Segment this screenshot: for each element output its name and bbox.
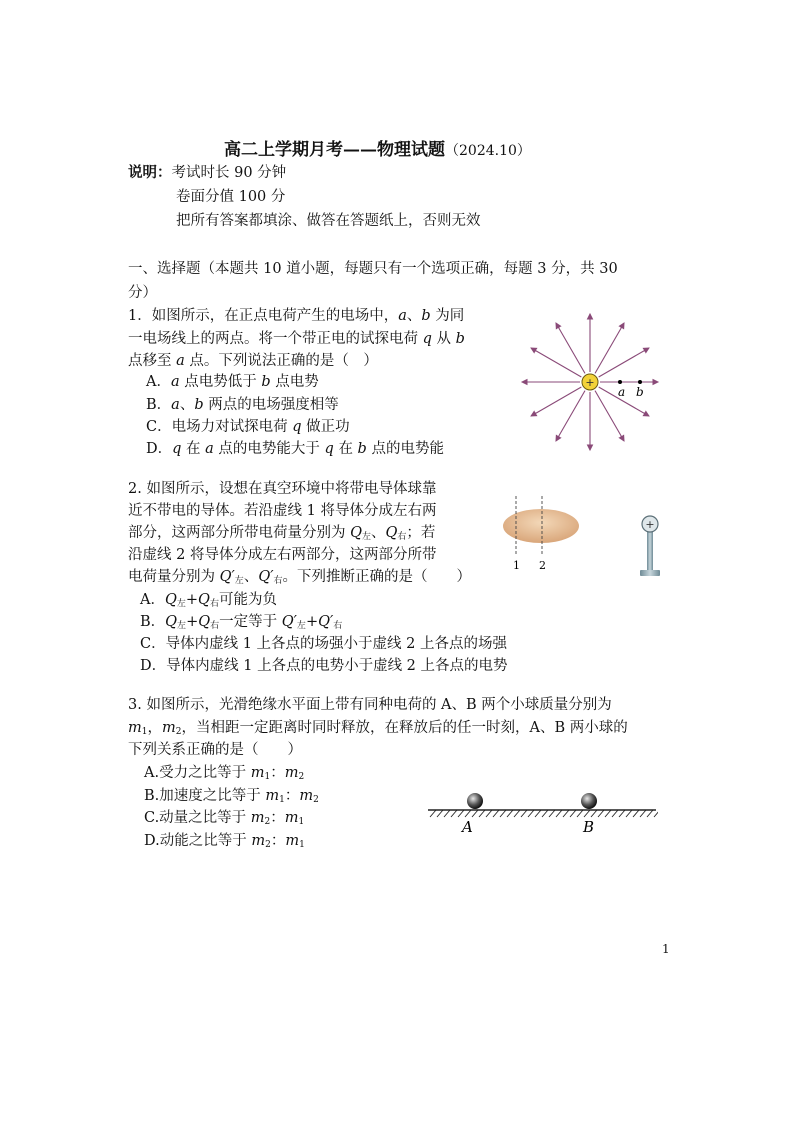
surface-hatch xyxy=(430,810,436,817)
q3-stem-line2: $m_1$，$m_2$，当相距一定距离时同时释放，在释放后的任一时刻，A、B 两小球的 xyxy=(128,720,628,737)
note-item: 考试时长 90 分钟 xyxy=(171,165,287,181)
note-item: 卷面分值 100 分 xyxy=(176,189,286,205)
surface-hatch xyxy=(654,810,658,817)
surface-hatch xyxy=(486,810,492,817)
section-heading: 一、选择题（本题共 10 道小题，每题只有一个选项正确，每题 3 分，共 30 xyxy=(128,261,618,277)
q2-stem-line5: 电荷量分别为 $Q'_左$、$Q'_右$。下列推断正确的是（ ） xyxy=(128,569,472,586)
q3-stem-line3: 下列关系正确的是（ ） xyxy=(128,742,302,758)
line-2-label: 2 xyxy=(539,559,546,572)
svg-text:+: + xyxy=(585,376,595,389)
line-1-label: 1 xyxy=(513,559,520,572)
q1-option-b[interactable]: B．a、b 两点的电场强度相等 xyxy=(146,397,339,413)
ball-b xyxy=(581,793,597,809)
label-ball-a: A xyxy=(462,818,473,836)
surface-hatch xyxy=(556,810,562,817)
surface-hatch xyxy=(584,810,590,817)
surface-hatch xyxy=(549,810,555,817)
title-date: （2024.10） xyxy=(445,143,531,159)
q2-option-c[interactable]: C．导体内虚线 1 上各点的场强小于虚线 2 上各点的场强 xyxy=(140,636,507,652)
field-line xyxy=(556,391,585,441)
surface-hatch xyxy=(563,810,569,817)
q1-option-a[interactable]: A．a 点电势低于 b 点电势 xyxy=(146,374,319,390)
q2-option-b[interactable]: B．$Q_左+Q_右$一定等于 $Q'_左+Q'_右$ xyxy=(140,614,343,631)
q1-option-d[interactable]: D．q 在 a 点的电势能大于 q 在 b 点的电势能 xyxy=(146,441,444,457)
stand-base xyxy=(640,570,660,576)
note-item: 把所有答案都填涂、做答在答题纸上，否则无效 xyxy=(176,213,481,229)
q3-option-d[interactable]: D.动能之比等于 $m_2$：$m_1$ xyxy=(144,833,305,850)
surface-hatch xyxy=(493,810,499,817)
surface-hatch xyxy=(472,810,478,817)
surface-hatch xyxy=(591,810,597,817)
surface-hatch xyxy=(598,810,604,817)
q1-stem-line2: 一电场线上的两点。将一个带正电的试探电荷 q 从 b xyxy=(128,331,465,347)
surface-hatch xyxy=(619,810,625,817)
page-number: 1 xyxy=(662,942,670,956)
surface-hatch xyxy=(626,810,632,817)
surface-hatch xyxy=(437,810,443,817)
surface-hatch xyxy=(577,810,583,817)
field-line xyxy=(599,348,649,377)
surface-hatch xyxy=(479,810,485,817)
q1-field-figure xyxy=(514,310,668,460)
field-line xyxy=(531,387,581,416)
label-b: b xyxy=(636,385,644,399)
q1-stem-line3: 点移至 a 点。下列说法正确的是（ ） xyxy=(128,353,378,369)
surface-hatch xyxy=(605,810,611,817)
ball-a xyxy=(467,793,483,809)
page-title xyxy=(224,135,531,160)
q1-option-c[interactable]: C．电场力对试探电荷 q 做正功 xyxy=(146,419,350,435)
surface-hatch xyxy=(451,810,457,817)
q3-balls-figure xyxy=(426,788,658,836)
surface-hatch xyxy=(458,810,464,817)
surface-hatch xyxy=(500,810,506,817)
surface-hatch xyxy=(535,810,541,817)
surface-hatch xyxy=(612,810,618,817)
surface-hatch xyxy=(570,810,576,817)
point-a xyxy=(618,380,622,384)
field-line xyxy=(595,323,624,373)
uncharged-conductor xyxy=(503,509,579,543)
surface-hatch xyxy=(465,810,471,817)
q2-stem-line3: 部分，这两部分所带电荷量分别为 $Q_左$、$Q_右$；若 xyxy=(128,525,436,542)
surface-hatch xyxy=(521,810,527,817)
surface-hatch xyxy=(633,810,639,817)
svg-text:+: + xyxy=(645,518,655,531)
surface-hatch xyxy=(507,810,513,817)
q2-stem-line2: 近不带电的导体。若沿虚线 1 将导体分成左右两 xyxy=(128,503,437,519)
surface-hatch xyxy=(647,810,653,817)
q1-stem-line1: 1．如图所示，在正点电荷产生的电场中，a、b 为同 xyxy=(128,308,465,324)
title-text: 高二上学期月考——物理试题 xyxy=(224,140,445,160)
point-b xyxy=(638,380,642,384)
surface-hatch xyxy=(640,810,646,817)
surface-hatch xyxy=(514,810,520,817)
notes-block xyxy=(128,162,286,184)
q2-stem-line1: 2. 如图所示，设想在真空环境中将带电导体球靠 xyxy=(128,481,437,497)
surface-hatch xyxy=(528,810,534,817)
surface-hatch xyxy=(542,810,548,817)
q2-option-d[interactable]: D．导体内虚线 1 上各点的电势小于虚线 2 上各点的电势 xyxy=(140,658,508,674)
q3-option-b[interactable]: B.加速度之比等于 $m_1$：$m_2$ xyxy=(144,788,319,805)
section-heading-cont: 分） xyxy=(128,285,157,301)
label-a: a xyxy=(618,385,626,399)
label-ball-b: B xyxy=(583,818,595,836)
surface-hatch xyxy=(444,810,450,817)
q3-option-a[interactable]: A.受力之比等于 $m_1$：$m_2$ xyxy=(144,765,305,782)
q3-stem-line1: 3. 如图所示，光滑绝缘水平面上带有同种电荷的 A、B 两个小球质量分别为 xyxy=(128,697,612,713)
q2-stem-line4: 沿虚线 2 将导体分成左右两部分，这两部分所带 xyxy=(128,547,437,563)
notes-label: 说明： xyxy=(128,164,172,181)
q2-option-a[interactable]: A．$Q_左+Q_右$可能为负 xyxy=(140,592,277,609)
field-line xyxy=(531,348,581,377)
q3-option-c[interactable]: C.动量之比等于 $m_2$：$m_1$ xyxy=(144,810,305,827)
field-line xyxy=(556,323,585,373)
q2-conductor-figure xyxy=(496,494,672,580)
insulating-stand xyxy=(647,530,653,570)
